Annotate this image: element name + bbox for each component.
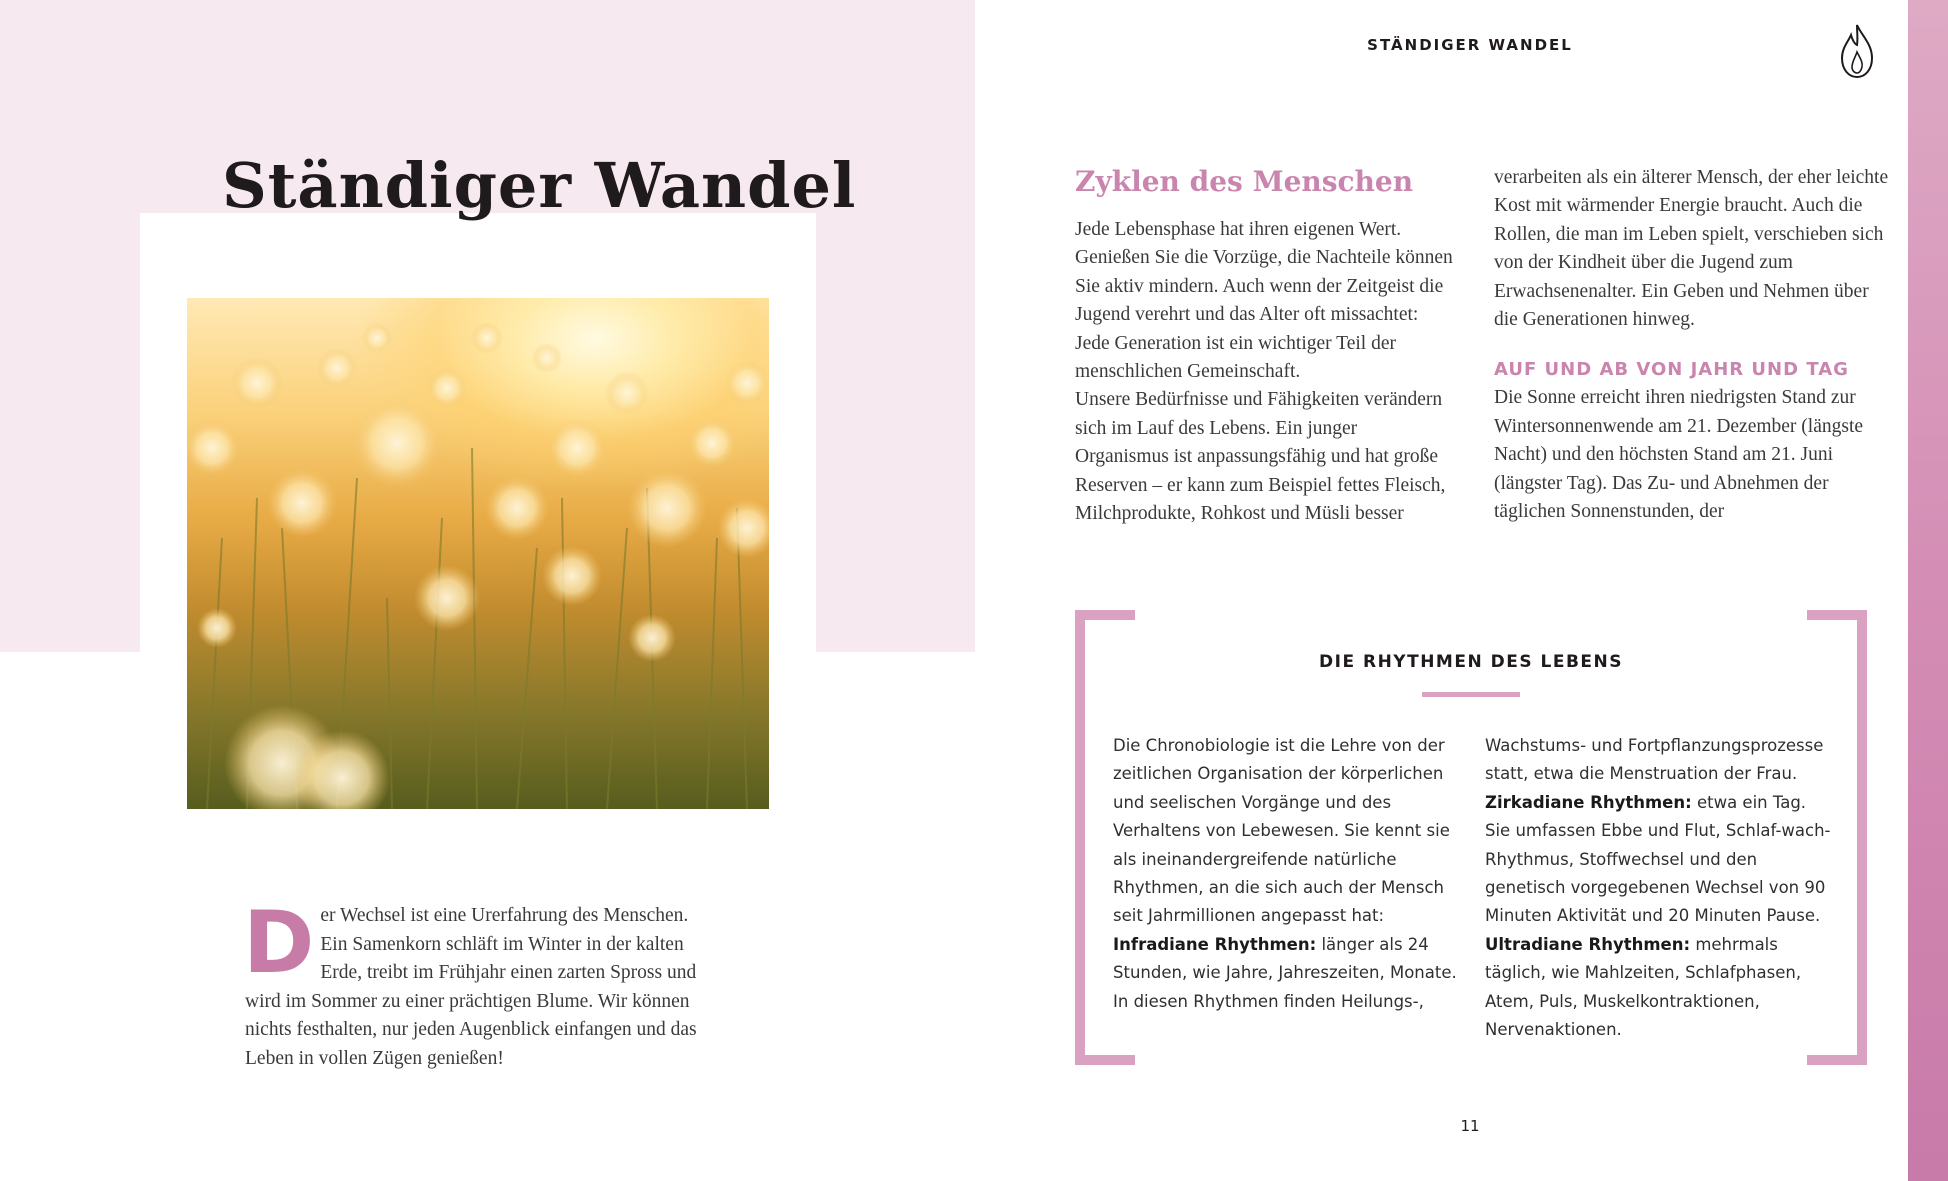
- infradian-text-start: länger als 24 Stunden, wie Jahre, Jahreszeiten, Monate. In diesen Rhythmen finden Heilungs-,: [1113, 934, 1457, 1011]
- drop-cap: D: [243, 893, 315, 993]
- paragraph-3: Die Sonne erreicht ihren niedrigsten Stand zur Wintersonnenwende am 21. Dezember (längste Nacht) und den höchsten Stand am 21. Juni (längster Tag). Das Zu- und Abnehmen der täglichen Sonnenstunden, der: [1494, 387, 1864, 523]
- paragraph-1: Jede Lebensphase hat ihren eigenen Wert. Genießen Sie die Vorzüge, die Nachteile können Sie aktiv mindern. Auch wenn der Zeitgeist die Jugend verehrt und das Alter oft missachtet: Jede Generation ist ein wichtiger Teil der menschlichen Gemeinschaft.: [1075, 219, 1453, 383]
- box-title-rule: [1422, 692, 1520, 697]
- box-title: DIE RHYTHMEN DES LEBENS: [1319, 652, 1623, 672]
- box-column-1: [1113, 732, 1458, 1016]
- box-column-2: [1485, 732, 1835, 1044]
- intro-text: er Wechsel ist eine Urerfahrung des Menschen. Ein Samenkorn schläft im Winter in der kalten Erde, treibt im Frühjahr einen zarten Spross und wird im Sommer zu einer prächtigen Blume. Wir können nichts festhalten, nur jeden Augenblick einfangen und das Leben in vollen Zügen genießen!: [245, 905, 697, 1069]
- dandelion-meadow-photo: [187, 298, 769, 809]
- intro-paragraph: [243, 893, 715, 1073]
- ultradian-text: mehrmals täglich, wie Mahlzeiten, Schlafphasen, Atem, Puls, Muskelkontraktionen, Nervenaktionen.: [1485, 934, 1802, 1040]
- info-box: [1075, 610, 1867, 1065]
- circadian-text: etwa ein Tag. Sie umfassen Ebbe und Flut, Schlaf-wach-Rhythmus, Stoffwechsel und den genetisch vorgegebenen Wechsel von 90 Minuten Aktivität und 20 Minuten Pause.: [1485, 792, 1831, 926]
- circadian-label: Zirkadiane Rhythmen:: [1485, 792, 1692, 812]
- page-edge-band: [1908, 0, 1948, 1181]
- page-number: 11: [1460, 1117, 1480, 1135]
- subheading: AUF UND AB VON JAHR UND TAG: [1494, 359, 1849, 381]
- text-column-2: [1494, 164, 1889, 526]
- circadian-item: [1485, 789, 1835, 931]
- paragraph-2-start: Unsere Bedürfnisse und Fähigkeiten verändern sich im Lauf des Lebens. Ein junger Organismus ist anpassungsfähig und hat große Reserven – er kann zum Beispiel fettes Fleisch, Milchprodukte, Rohkost und Müsli besser: [1075, 389, 1446, 525]
- ultradian-item: [1485, 931, 1835, 1045]
- infradian-label: Infradiane Rhythmen:: [1113, 934, 1317, 954]
- section-heading: Zyklen des Menschen: [1075, 165, 1414, 198]
- running-head: STÄNDIGER WANDEL: [1367, 36, 1573, 54]
- paragraph-2-end: verarbeiten als ein älterer Mensch, der eher leichte Kost mit wärmender Energie braucht. Auch die Rollen, die man im Leben spielt, verschieben sich von der Kindheit über die Jugend zum Erwachsenenalter. Ein Geben und Nehmen über die Generationen hinweg.: [1494, 167, 1889, 331]
- infradian-item: [1113, 931, 1458, 1016]
- page-title: Ständiger Wandel: [222, 149, 857, 222]
- ultradian-label: Ultradiane Rhythmen:: [1485, 934, 1691, 954]
- infradian-text-end: Wachstums- und Fortpflanzungsprozesse statt, etwa die Menstruation der Frau.: [1485, 736, 1824, 784]
- flame-icon: [1838, 22, 1876, 80]
- box-intro: Die Chronobiologie ist die Lehre von der zeitlichen Organisation der körperlichen und seelischen Vorgänge und des Verhaltens von Lebewesen. Sie kennt sie als ineinandergreifende natürliche Rhythmen, an die sich auch der Mensch seit Jahrmillionen angepasst hat:: [1113, 736, 1450, 926]
- text-column-1: [1075, 162, 1455, 528]
